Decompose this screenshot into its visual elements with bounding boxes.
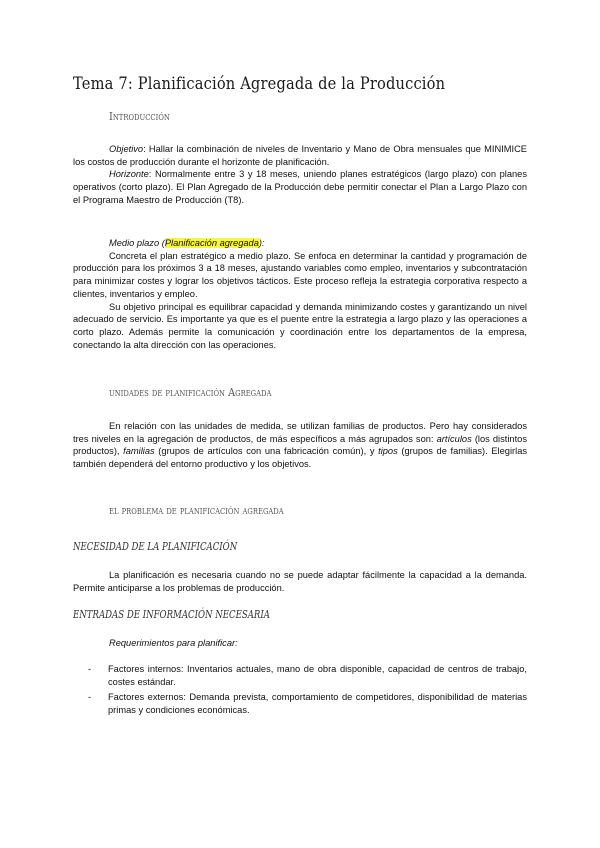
medium-term-block (73, 237, 527, 351)
list-item (88, 691, 527, 716)
units-text-1: En relación con las unidades de medida, se utilizan familias de productos. Pero hay considerados tres niveles en la agregación de productos, de más específicos a más agrupados son: (73, 421, 527, 444)
intro-paragraph (73, 143, 527, 207)
highlighted-term: Planificación agregada (164, 238, 259, 248)
section-heading-intro: Introducción (109, 109, 170, 123)
section-heading-units: unidades de planificación Agregada (109, 385, 272, 399)
units-term-familias: familias (123, 446, 155, 457)
requirements-list (88, 663, 527, 720)
subheading-need: NECESIDAD DE LA PLANIFICACIÓN (73, 540, 238, 553)
need-paragraph (73, 569, 527, 594)
subheading-inputs: ENTRADAS DE INFORMACIÓN NECESARIA (73, 608, 270, 621)
list-item (88, 663, 527, 688)
list-bullet: - (88, 692, 92, 703)
units-text-2: (los distintos productos), (73, 433, 527, 457)
objective-text: : Hallar la combinación de niveles de Inventario y Mano de Obra mensuales que MINIMICE los costos de producción durante el horizonte de planificación. (73, 144, 527, 167)
units-term-articulos: artículos (436, 433, 472, 444)
need-text: La planificación es necesaria cuando no se puede adaptar fácilmente la capacidad a la demanda. Permite anticiparse a los problemas de producción. (73, 570, 527, 593)
section-heading-problem: el problema de planificación agregada (109, 503, 284, 517)
requirements-label-block (73, 637, 527, 650)
page-title: Tema 7: Planificación Agregada de la Producción (73, 74, 446, 94)
units-paragraph (73, 420, 527, 471)
medium-term-paragraph-2: Su objetivo principal es equilibrar capacidad y demanda minimizando costes y garantizando un nivel adecuado de servicio. Es importante ya que es el puente entre la estrategia a largo plazo y las operaciones a corto plazo. Además permite la comunicación y coordinación entre los departamentos de la empresa, conectando la alta dirección con las operaciones. (73, 301, 527, 350)
horizon-label: Horizonte (109, 169, 149, 180)
list-bullet: - (88, 664, 92, 674)
medium-term-paragraph-1: Concreta el plan estratégico a medio plazo. Se enfoca en determinar la cantidad y programación de producción para los próximos 3 a 18 meses, ajustando variables como empleo, inventarios y subcontratación para minimizar costes y lograr los objetivos tácticos. Este proceso refleja la estrategia corporativa respecto a clientes, inventarios y empleo. (73, 250, 527, 299)
units-text-4: (grupos de familias). Elegirlas también dependerá del entorno productivo y los objetivos. (73, 446, 528, 470)
medium-term-label: Medio plazo ( (109, 238, 165, 248)
list-item-text: Factores externos: Demanda prevista, comportamiento de competidores, disponibilidad de materias primas y condiciones económicas. (108, 692, 527, 716)
horizon-text: : Normalmente entre 3 y 18 meses, uniendo planes estratégicos (largo plazo) con planes operativos (corto plazo). El Plan Agregado de la Producción debe permitir conectar el Plan a Largo Plazo con el Programa Maestro de Producción (T8). (73, 169, 527, 205)
list-item-text: Factores internos: Inventarios actuales, mano de obra disponible, capacidad de centros de trabajo, costes estándar. (108, 664, 527, 687)
requirements-label: Requerimientos para planificar: (109, 638, 238, 648)
units-text-3: (grupos de artículos con una fabricación común), y (154, 446, 379, 457)
objective-label: Objetivo (109, 144, 144, 154)
units-term-tipos: tipos (378, 446, 398, 457)
medium-term-label-end: ): (258, 238, 265, 248)
